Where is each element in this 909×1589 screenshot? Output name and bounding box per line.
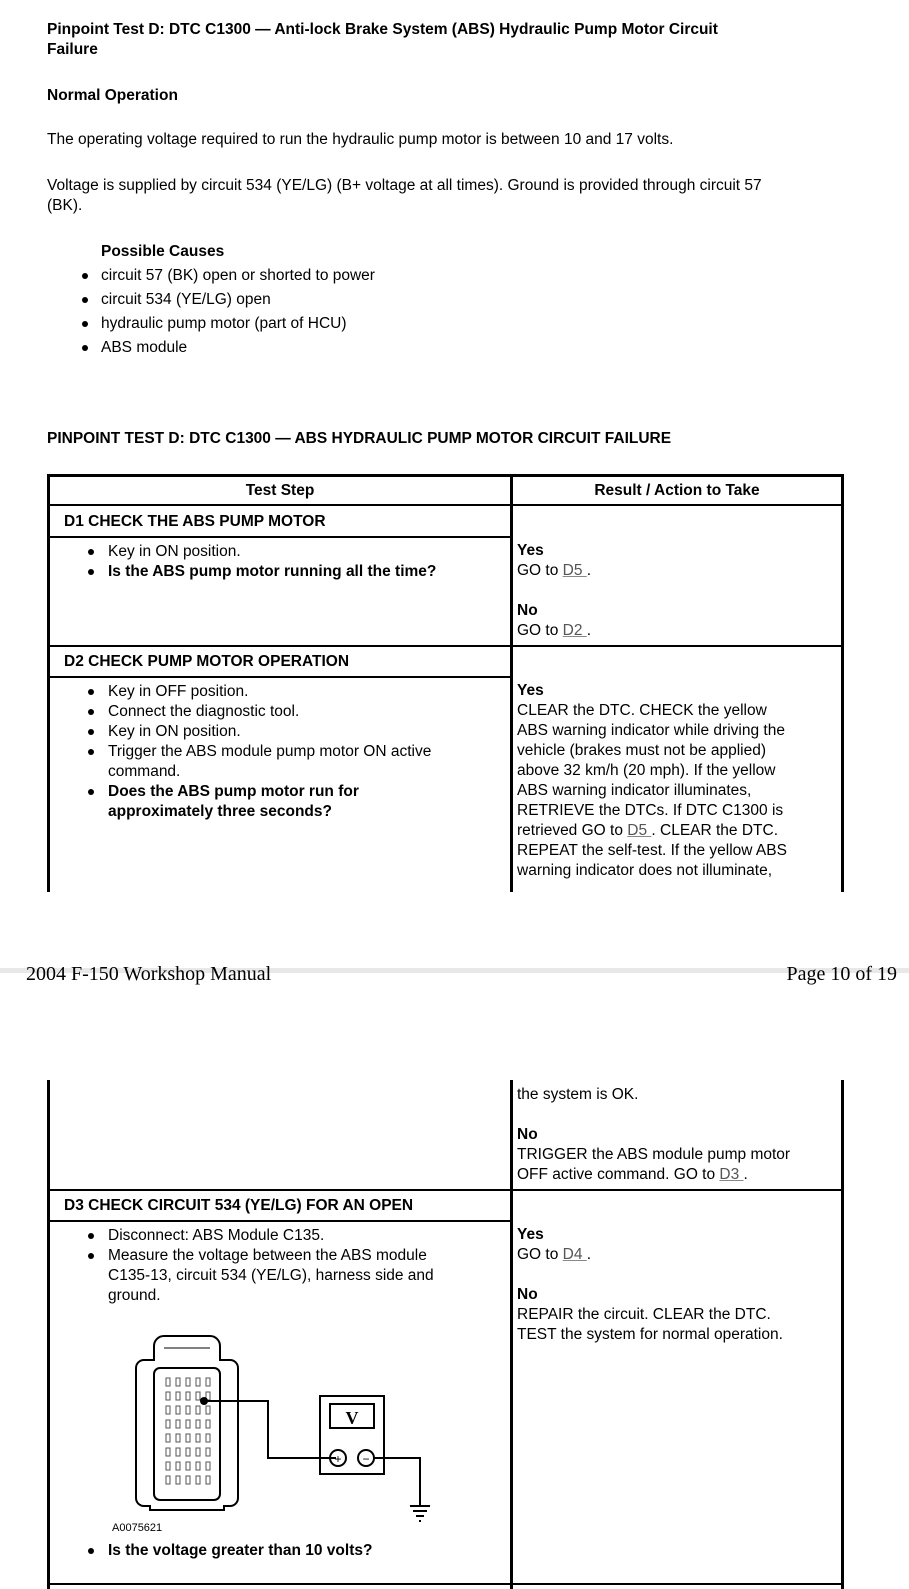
d2-yes-line: warning indicator does not illuminate, [517,862,773,879]
d3-yes-action: GO to D4 . [517,1246,592,1263]
bullet-icon [88,689,94,695]
connector-voltmeter-diagram [108,1328,448,1542]
d1-yes-label: Yes [517,542,544,559]
d2-yes-line: ABS warning indicator illuminates, [517,782,752,799]
column-header-result: Result / Action to Take [594,482,760,499]
bullet-icon [88,1253,94,1259]
d2-yes-line: retrieved GO to D5 . CLEAR the DTC. [517,822,779,839]
d3-yes-label: Yes [517,1226,544,1243]
bullet-icon [82,321,88,327]
step-d3-item: Disconnect: ABS Module C135. [108,1227,325,1244]
d2-yes-label: Yes [517,682,544,699]
link-d2[interactable]: D2 [562,622,587,639]
step-d1-item: Key in ON position. [108,543,241,560]
d2-yes-line: above 32 km/h (20 mph). If the yellow [517,762,776,779]
column-header-test-step: Test Step [245,482,315,499]
step-d2-item: Connect the diagnostic tool. [108,703,300,720]
normal-operation-heading: Normal Operation [47,87,178,104]
link-d3[interactable]: D3 [719,1166,744,1183]
d2-no-label: No [517,1126,538,1143]
bullet-icon [88,1548,94,1554]
d2-yes-line: the system is OK. [517,1086,639,1103]
title-line-1: Pinpoint Test D: DTC C1300 — Anti-lock Brake System (ABS) Hydraulic Pump Motor Circuit [47,21,718,38]
cause-item: hydraulic pump motor (part of HCU) [101,315,347,332]
paragraph-voltage-range: The operating voltage required to run the hydraulic pump motor is between 10 and 17 volts. [47,131,674,148]
bullet-icon [88,749,94,755]
step-d3-item-cont: ground. [108,1287,161,1304]
cause-item: circuit 57 (BK) open or shorted to power [101,267,375,284]
step-d2-question: Does the ABS pump motor run for [108,783,359,800]
d1-no-label: No [517,602,538,619]
footer-page-number: Page 10 of 19 [786,963,897,985]
d2-yes-line: CLEAR the DTC. CHECK the yellow [517,702,767,719]
d2-yes-line: vehicle (brakes must not be applied) [517,742,766,759]
d2-yes-line: RETRIEVE the DTCs. If DTC C1300 is [517,802,784,819]
d2-no-line: TRIGGER the ABS module pump motor [517,1146,791,1163]
step-d2-question-cont: approximately three seconds? [108,803,332,820]
bullet-icon [88,729,94,735]
bullet-icon [82,297,88,303]
d2-no-line: OFF active command. GO to D3 . [517,1166,748,1183]
bullet-icon [88,789,94,795]
svg-text:+: + [334,1452,342,1466]
table-title: PINPOINT TEST D: DTC C1300 — ABS HYDRAULIC PUMP MOTOR CIRCUIT FAILURE [47,430,672,447]
step-d3-item: Measure the voltage between the ABS module [108,1247,427,1264]
step-d2-item: Key in ON position. [108,723,241,740]
step-d2-heading: D2 CHECK PUMP MOTOR OPERATION [64,653,350,670]
footer-manual-title: 2004 F-150 Workshop Manual [26,963,272,985]
paragraph-supply-line-2: (BK). [47,197,83,214]
bullet-icon [82,345,88,351]
title-line-2: Failure [47,41,98,58]
bullet-icon [88,549,94,555]
bullet-icon [88,709,94,715]
step-d2-item-cont: command. [108,763,181,780]
step-d3-question: Is the voltage greater than 10 volts? [108,1542,373,1559]
step-d2-item: Key in OFF position. [108,683,249,700]
bullet-icon [88,569,94,575]
step-d1-question: Is the ABS pump motor running all the time? [108,563,437,580]
voltmeter-symbol: V [345,1408,359,1428]
d3-no-label: No [517,1286,538,1303]
d2-yes-line: REPEAT the self-test. If the yellow ABS [517,842,787,859]
possible-causes-heading: Possible Causes [101,243,225,260]
d3-no-line: REPAIR the circuit. CLEAR the DTC. [517,1306,771,1323]
link-d5[interactable]: D5 [562,562,587,579]
step-d3-heading: D3 CHECK CIRCUIT 534 (YE/LG) FOR AN OPEN [64,1197,414,1214]
figure-id-label: A0075621 [112,1522,163,1534]
d2-yes-line: ABS warning indicator while driving the [517,722,785,739]
svg-text:−: − [362,1452,370,1466]
bullet-icon [82,273,88,279]
step-d1-heading: D1 CHECK THE ABS PUMP MOTOR [64,513,326,530]
cause-item: ABS module [101,339,188,356]
link-d4[interactable]: D4 [562,1246,587,1263]
d1-no-action: GO to D2 . [517,622,592,639]
paragraph-supply-line-1: Voltage is supplied by circuit 534 (YE/LG) (B+ voltage at all times). Ground is provided through circuit 57 [47,177,762,194]
cause-item: circuit 534 (YE/LG) open [101,291,271,308]
step-d2-item: Trigger the ABS module pump motor ON active [108,743,432,760]
bullet-icon [88,1233,94,1239]
step-d3-item-cont: C135-13, circuit 534 (YE/LG), harness side and [108,1267,434,1284]
d3-no-line: TEST the system for normal operation. [517,1326,783,1343]
link-d5[interactable]: D5 [627,822,652,839]
d1-yes-action: GO to D5 . [517,562,592,579]
